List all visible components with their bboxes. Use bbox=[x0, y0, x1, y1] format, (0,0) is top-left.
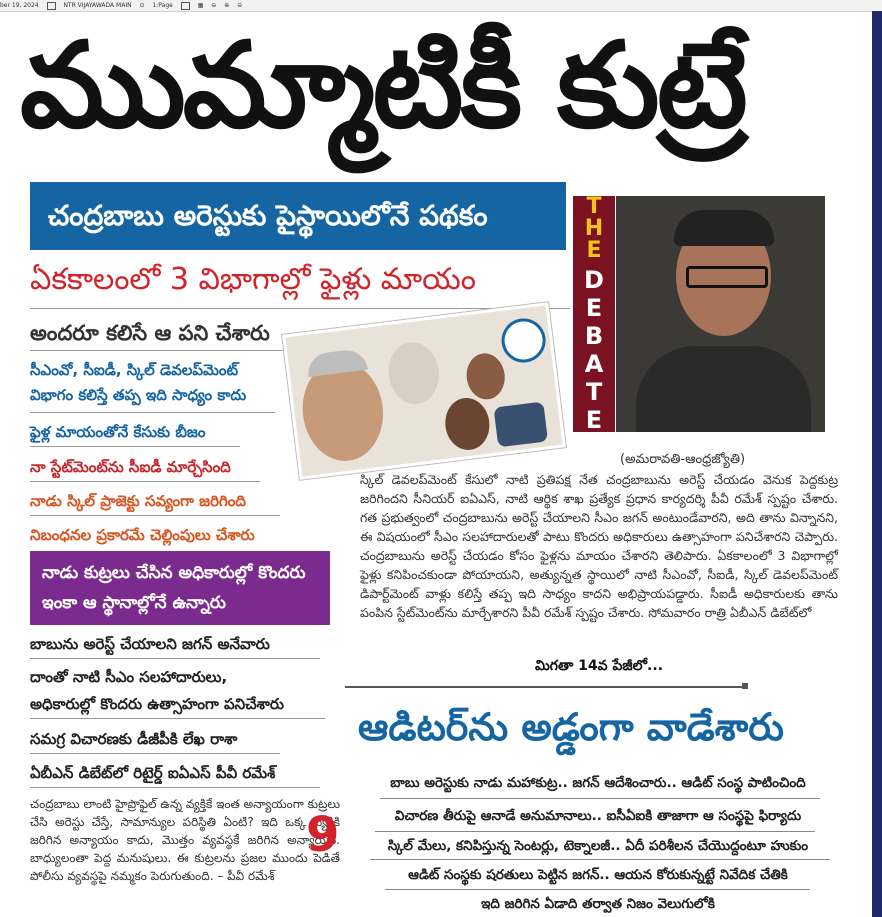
section-subheading: అందరూ కలిసే ఆ పని చేశారు bbox=[30, 321, 270, 345]
divider bbox=[30, 718, 325, 719]
grid-icon[interactable]: ▦ bbox=[197, 2, 204, 9]
location-icon[interactable]: ⊙ bbox=[139, 2, 145, 9]
divider bbox=[30, 515, 280, 516]
guest-photo bbox=[616, 196, 825, 432]
blue-banner: చంద్రబాబు అరెస్టుకు పైస్థాయిలోనే పథకం bbox=[30, 182, 566, 250]
logo-letter: D bbox=[584, 266, 604, 294]
logo-letter: A bbox=[584, 350, 604, 378]
point-item: నాడు స్కిల్ ప్రాజెక్టు సవ్యంగా జరిగింది bbox=[30, 492, 246, 510]
logo-letter: H bbox=[584, 216, 604, 241]
person-photo bbox=[385, 339, 442, 407]
divider bbox=[380, 798, 820, 799]
point-item: అధికారుల్లో కొందరు ఉత్సాహంగా పనిచేశారు bbox=[30, 695, 284, 713]
divider bbox=[30, 658, 320, 659]
logo-letter: T bbox=[585, 378, 603, 406]
story-line: ఇది జరిగిన ఏడాది తర్వాత నిజం వెలుగులోకి bbox=[481, 896, 715, 912]
main-headline: ముమ్మాటికీ కుట్రే bbox=[20, 16, 745, 154]
logo-letter: E bbox=[585, 294, 603, 322]
point-item: నిబంధనల ప్రకారమే చెల్లింపులు చేశారు bbox=[30, 526, 255, 544]
point-item: ఏబీఎన్ డిబేట్‌లో రిటైర్డ్ ఐఏఎస్ పీవీ రమేశ్ bbox=[30, 764, 276, 782]
story-line: ఆడిట్ సంస్థకు షరతులు పెట్టిన జగన్.. ఆయన కోరుకున్నట్టే నివేదిక చేతికి bbox=[408, 867, 788, 883]
the-debate-logo bbox=[573, 196, 615, 432]
divider bbox=[370, 859, 830, 860]
divider bbox=[385, 889, 810, 890]
divider bbox=[345, 686, 745, 688]
zoom-in-icon[interactable]: ⊕ bbox=[224, 2, 230, 9]
zoom-reset-icon[interactable]: ⊖ bbox=[211, 2, 217, 9]
point-item: సమగ్ర విచారణకు డీజీపీకి లేఖ రాశా bbox=[30, 730, 238, 748]
purple-callout: నాడు కుట్రలు చేసిన అధికారుల్లో కొందరు ఇంకా ఆ స్థానాల్లోనే ఉన్నారు bbox=[30, 551, 330, 625]
divider bbox=[30, 412, 275, 413]
page-icon[interactable] bbox=[181, 2, 190, 10]
divider bbox=[30, 753, 280, 754]
divider bbox=[30, 446, 240, 447]
logo-letter: E bbox=[585, 406, 603, 434]
quote-text: చంద్రబాబు లాంటి హైప్రొఫైల్ ఉన్న వ్యక్తికే ఇంత అన్యాయంగా కుట్రలు చేసి అరెస్టు చేస్తే, సామాన్యుల పరిస్థితి ఏంటి? ఇది ఒక్క వ్యక్తికి జరిగిన అన్యాయం కాదు, మొత్తం వ్యవస్థకే జరిగిన అన్యాయం. బాధ్యులంతా పెద్ద మనుషులు. ఈ కుట్రలను ప్రజల ముందు పెడితే పోలీసు వ్యవస్థపై నమ్మకం పెరుగుతుంది. – పీవీ రమేశ్ bbox=[30, 797, 340, 883]
person-photo bbox=[442, 395, 492, 452]
quote-mark-icon: 9 bbox=[306, 807, 340, 863]
second-headline: ఆడిటర్‌ను అడ్డంగా వాడేశారు bbox=[358, 705, 784, 749]
story-line: విచారణ తీరుపై ఆనాడే అనుమానాలు.. ఐసీఏఐకి తాజాగా ఆ సంస్థపై ఫిర్యాదు bbox=[394, 808, 802, 824]
logo-letter: T bbox=[586, 194, 602, 219]
point-item: బాబును అరెస్ట్ చేయాలని జగన్ అనేవారు bbox=[30, 635, 270, 653]
story-line: స్కిల్ మేలు, కనిపిస్తున్న సెంటర్లు, టెక్నాలజీ.. ఏదీ పరిశీలన చేయొద్దంటూ హుకుం bbox=[387, 838, 809, 854]
photo-caption: (అమరావతి-ఆంధ్రజ్యోతి) bbox=[620, 452, 746, 467]
person-photo bbox=[464, 351, 507, 401]
glasses-shape bbox=[686, 266, 768, 288]
page-edge-bar bbox=[872, 11, 882, 917]
logo-letter: E bbox=[586, 238, 602, 263]
divider bbox=[30, 481, 260, 482]
divider bbox=[375, 831, 815, 832]
calendar-icon[interactable] bbox=[47, 2, 56, 10]
point-item: దాంతో నాటి సీఎం సలహాదారులు, bbox=[30, 668, 228, 686]
divider-end bbox=[742, 683, 748, 689]
shoulders-shape bbox=[636, 346, 811, 432]
blue-point: సీఎంవో, సీఐడీ, స్కిల్ డెవలప్‌మెంట్ విభాగం కలిస్తే తప్ప ఇది సాధ్యం కాదు bbox=[30, 361, 247, 404]
page-select[interactable]: 1:Page bbox=[152, 2, 173, 9]
cid-logo-icon bbox=[499, 316, 548, 365]
article-body: స్కిల్ డెవలప్‌మెంట్ కేసులో నాటి ప్రతిపక్ష నేత చంద్రబాబును అరెస్ట్ చేయడం వెనుక పెద్దకుట్ర జరిగిందని సీనియర్ ఐఏఎస్, నాటి ఆర్థిక శాఖ ప్రత్యేక ప్రధాన కార్యదర్శి పీవీ రమేశ్ స్పష్టం చేశారు. గత ప్రభుత్వంలో చంద్రబాబును అరెస్ట్ చేయాలని సీఎం జగన్ అంటుండేవారని, అది తాను విన్నానని, ఈ విషయంలో సీఎం సలహాదారులతో పాటు కొందరు అధికారులు ఉత్సాహంగా పనిచేశారని చెప్పారు. చంద్రబాబును అరెస్ట్ చేయడం కోసం ఫైళ్లను మాయం చేశారని తెలిపారు. ఏకకాలంలో 3 విభాగాల్లో ఫైళ్లు కనిపించకుండా పోయాయని, అత్యున్నత స్థాయిలో నాటి సీఎంవో, సీఐడీ, స్కిల్ డెవలప్‌మెంట్ డిపార్ట్‌మెంట్ వాళ్లు కలిస్తే తప్ప ఇది సాధ్యం కాదని అభిప్రాయపడ్డారు. సీఐడీ అధికారులకు తాను పంపిన స్టేట్‌మెంట్‌ను మార్చేశారని పీవీ రమేశ్ స్పష్టం చేశారు. సోమవారం రాత్రి ఏబీఎన్ డిబేట్‌లో bbox=[360, 472, 838, 620]
red-subheadline: ఏకకాలంలో 3 విభాగాల్లో ఫైళ్లు మాయం bbox=[30, 262, 476, 297]
edition-date[interactable]: ber 19, 2024 bbox=[0, 2, 39, 9]
continued-link[interactable]: మిగతా 14వ పేజీలో... bbox=[535, 658, 664, 674]
photo-collage bbox=[282, 302, 566, 480]
story-line: బాబు అరెస్టుకు నాడు మహాకుట్ర.. జగన్ ఆదేశించారు.. ఆడిట్ సంస్థ పాటించింది bbox=[390, 775, 806, 791]
hair-shape bbox=[674, 210, 774, 246]
zoom-out-icon[interactable]: ⊖ bbox=[237, 2, 243, 9]
person-photo bbox=[494, 402, 549, 448]
logo-letter: B bbox=[584, 322, 604, 350]
point-item: నా స్టేట్‌మెంట్‌ను సీఐడీ మార్చేసింది bbox=[30, 458, 231, 476]
divider bbox=[30, 787, 320, 788]
point-item: ఫైళ్ల మాయంతోనే కేసుకు బీజం bbox=[30, 423, 206, 441]
edition-select[interactable]: NTR VIJAYAWADA MAIN bbox=[63, 2, 132, 9]
